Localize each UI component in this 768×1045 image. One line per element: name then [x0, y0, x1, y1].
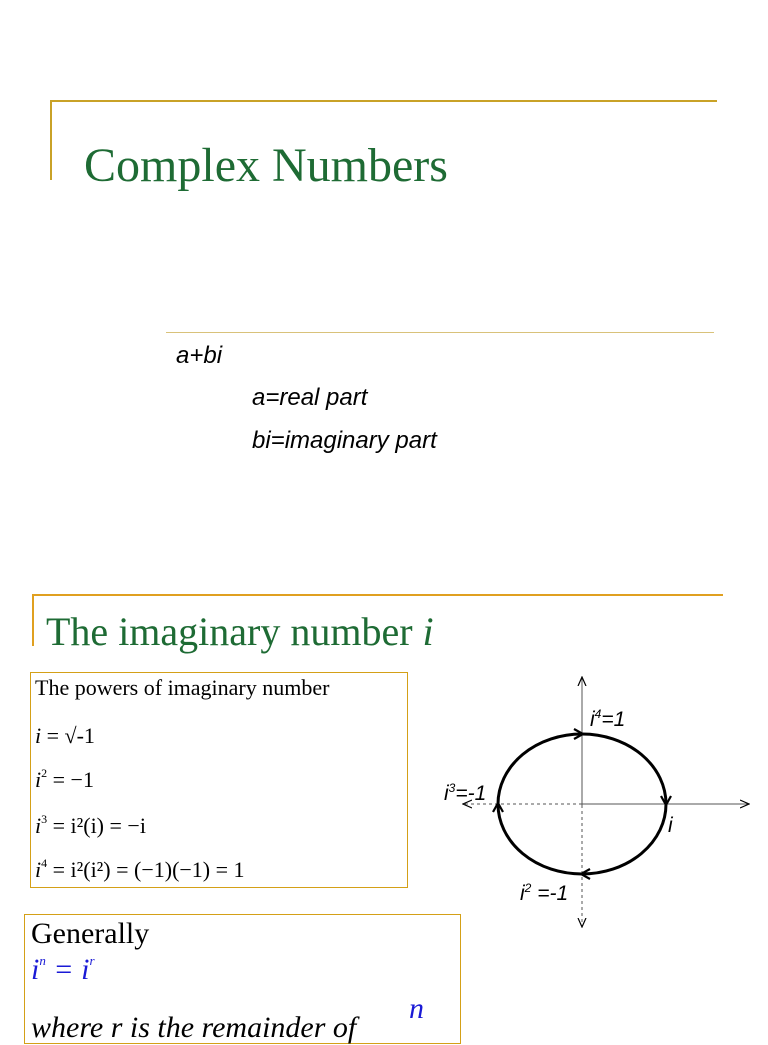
arc-quadrant-4 [582, 804, 666, 874]
fraction-numerator: n [409, 992, 424, 1025]
powers-heading: The powers of imaginary number [35, 675, 330, 700]
formula-exp-right: r [89, 953, 95, 968]
complex-form-line: a+bi [176, 342, 223, 369]
power-line-4 [35, 857, 245, 883]
page-title: Complex Numbers [84, 139, 448, 192]
power-rhs: = √-1 [46, 723, 95, 748]
power-line-1 [35, 723, 95, 749]
label-i3: $i^3=-1$ [444, 781, 487, 805]
power-rhs: = i²(i) = −i [52, 813, 146, 838]
label-i1: i [668, 814, 673, 837]
slide2-title [46, 608, 434, 655]
formula-base-left: i [31, 953, 40, 986]
remainder-text: where r is the remainder of [31, 1011, 357, 1044]
subtitle-rule [166, 332, 714, 333]
title-rule-top [51, 100, 717, 102]
formula-base-right: i [81, 953, 90, 986]
formula-equals: = [45, 953, 82, 986]
arc-quadrant-3 [498, 804, 582, 874]
formula-exp-left: n [39, 953, 46, 968]
power-rhs: = −1 [52, 767, 94, 792]
powers-box [30, 672, 408, 888]
power-exponent: 3 [41, 812, 48, 826]
generally-label: Generally [31, 917, 150, 950]
arc-quadrant-2 [498, 734, 582, 804]
slide2-title-variable: i [422, 609, 434, 654]
power-exponent: 2 [41, 766, 48, 780]
slide2-rule-left [32, 594, 34, 646]
power-line-2 [35, 767, 94, 793]
title-rule-left [50, 100, 52, 180]
real-part-line: a=real part [252, 384, 368, 411]
imaginary-part-line: bi=imaginary part [252, 427, 437, 454]
slide2-title-text: The imaginary number [46, 609, 423, 654]
label-i4: $i^4=1$ [590, 707, 626, 731]
power-exponent: 4 [41, 856, 48, 870]
slide2-rule-top [33, 594, 723, 596]
power-base: i [35, 857, 42, 882]
generally-box [24, 914, 461, 1044]
powers-cycle-diagram [430, 670, 760, 940]
power-base: i [35, 723, 42, 748]
power-base: i [35, 813, 42, 838]
power-line-3 [35, 813, 146, 839]
power-cycle-formula [31, 953, 95, 987]
power-rhs: = i²(i²) = (−1)(−1) = 1 [52, 857, 245, 882]
arc-quadrant-1 [582, 734, 666, 804]
power-base: i [35, 767, 42, 792]
label-i2: $i^2 =-1$ [520, 881, 569, 905]
